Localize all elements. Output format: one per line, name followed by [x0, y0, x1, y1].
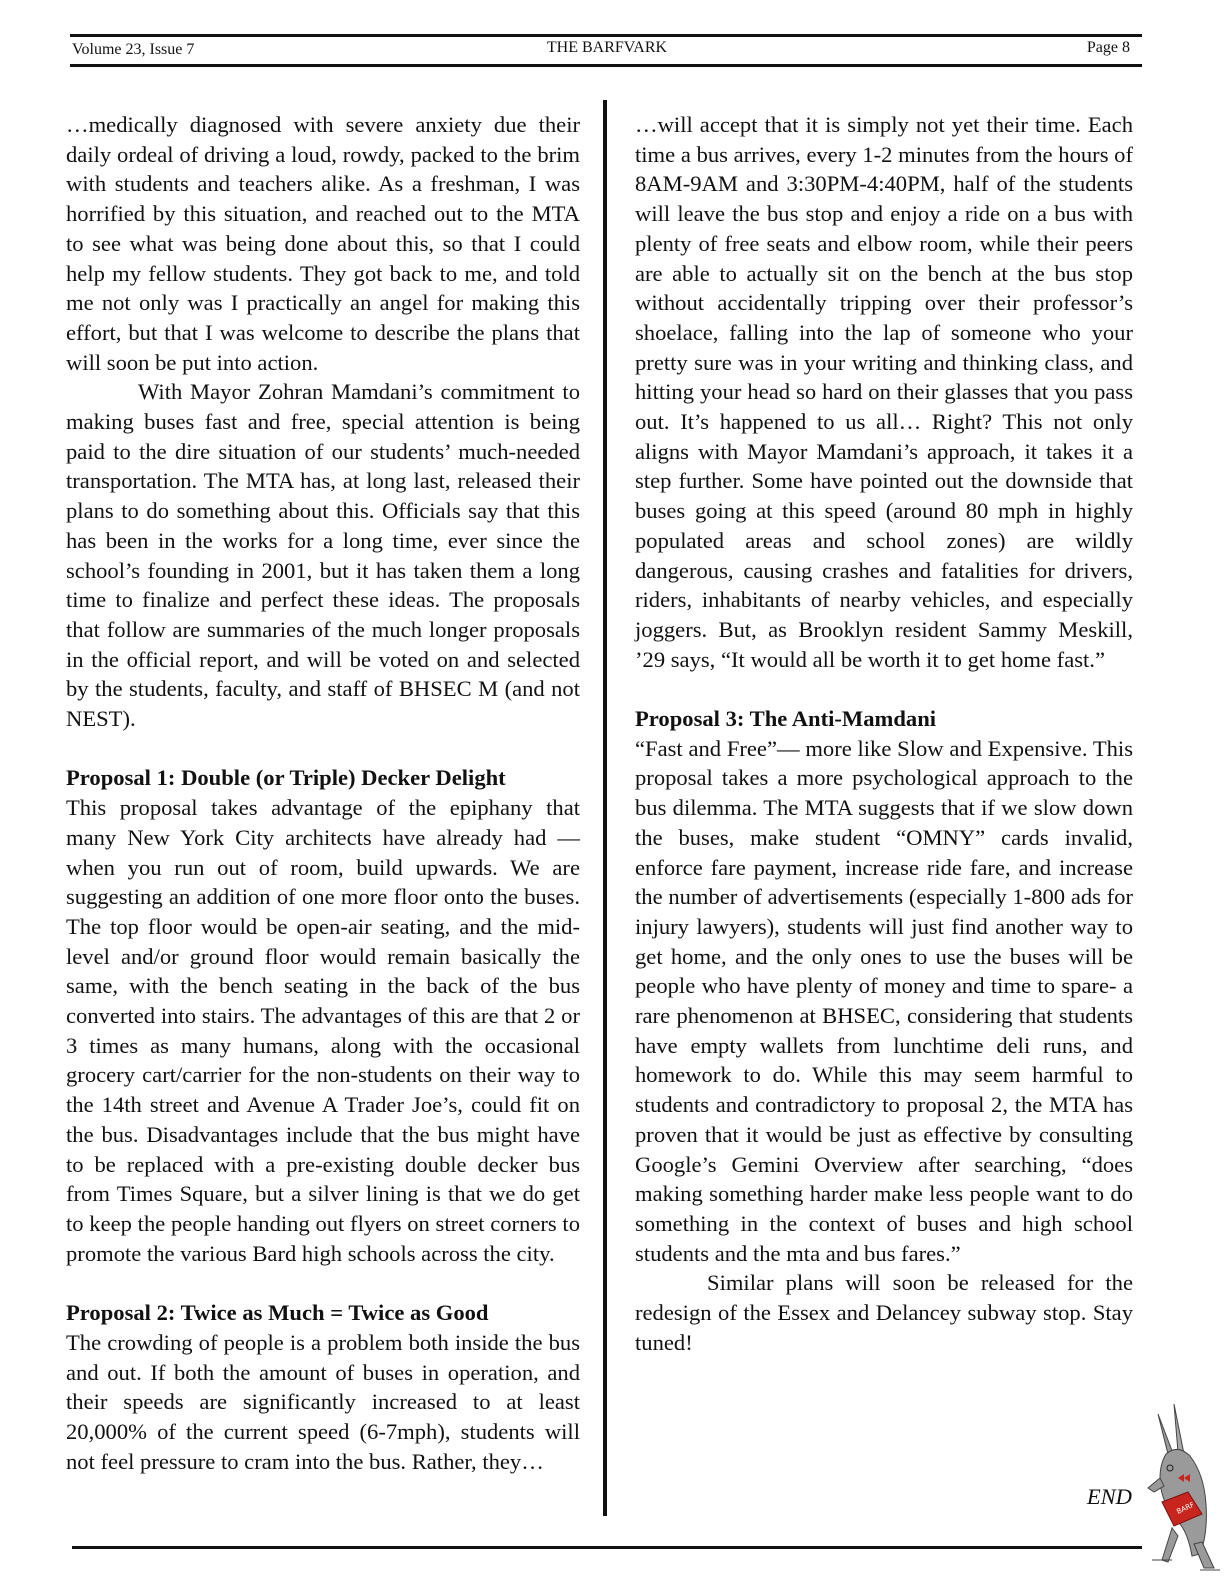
proposal-2-heading: Proposal 2: Twice as Much = Twice as Good: [66, 1300, 489, 1326]
page-header: [72, 40, 1130, 62]
intro-paragraph-1: …medically diagnosed with severe anxiety due their daily ordeal of driving a loud, rowdy, packed to the brim with students and teachers alike. As a freshman, I was horrified by this situation, and reached out to the MTA to see what was being done about this, so that I could help my fellow students. They got back to me, and told me not only was I practically an angel for making this effort, but that I was welcome to describe the plans that will soon be put into action.: [66, 112, 580, 375]
column-divider: [603, 100, 607, 1516]
right-column: [635, 110, 1133, 1358]
proposal-3-body: “Fast and Free”— more like Slow and Expensive. This proposal takes a more psychological approach to the bus dilemma. The MTA suggests that if we slow down the buses, make student “OMNY” cards invalid, enforce fare payment, increase ride fare, and increase the number of advertisements (especially 1-800 ads for injury lawyers), students will just find another way to get home, and the only ones to use the buses will be people who have plenty of money and time to spare- a rare phenomenon at BHSEC, considering that students have empty wallets from lunchtime deli runs, and homework to do. While this may seem harmful to students and contradictory to proposal 2, the MTA has proven that it would be just as effective by consulting Google’s Gemini Overview after searching, “does making something harder make less people want to do something in the context of buses and high school students and the mta and bus fares.”: [635, 735, 1133, 1266]
volume-issue: Volume 23, Issue 7: [72, 41, 195, 58]
end-mark: END: [1086, 1484, 1132, 1509]
proposal-3-heading: Proposal 3: The Anti-Mamdani: [635, 706, 937, 732]
footer-rule: [72, 1546, 1142, 1549]
header-bottom-rule: [70, 64, 1142, 67]
page-number: Page 8: [1086, 39, 1130, 56]
proposal-2-body: The crowding of people is a problem both inside the bus and out. If both the amount of buses in operation, and their speeds are significantly increased to at least 20,000% of the current speed (6-7mph), students will not feel pressure to cram into the bus. Rather, they…: [66, 1329, 580, 1474]
continued-paragraph: …will accept that it is simply not yet their time. Each time a bus arrives, every 1-2 minutes from the hours of 8AM-9AM and 3:30PM-4:40PM, half of the students will leave the bus stop and enjoy a ride on a bus with plenty of free seats and elbow room, while their peers are able to actually sit on the bench at the bus stop without accidentally tripping over their professor’s shoelace, falling into the lap of someone who your pretty sure was in your writing and thinking class, and hitting your head so hard on their glasses that you pass out. It’s happened to us all… Right? This not only aligns with Mayor Mamdani’s approach, it takes it a step further. Some have pointed out the downside that buses going at this speed (around 80 mph in highly populated areas and school zones) are wildly dangerous, causing crashes and fatalities for drivers, riders, inhabitants of nearby vehicles, and especially joggers. But, as Brooklyn resident Sammy Meskill, ’29 says, “It would all be worth it to get home fast.”: [635, 112, 1133, 672]
svg-text:BARF: BARF: [1175, 1500, 1196, 1516]
aardvark-reading-book-icon: [1144, 1404, 1224, 1574]
proposal-1-body: This proposal takes advantage of the epiphany that many New York City architects have already had — when you run out of room, build upwards. We are suggesting an addition of one more floor onto the buses. The top floor would be open-air seating, and the mid-level and/or ground floor would remain basically the same, with the bench seating in the back of the bus converted into stairs. The advantages of this are that 2 or 3 times as many humans, along with the occasional grocery cart/carrier for the non-students on their way to the 14th street and Avenue A Trader Joe’s, could fit on the bus. Disadvantages include that the bus might have to be replaced with a pre-existing double decker bus from Times Square, but a silver lining is that we do get to keep the people handing out flyers on street corners to promote the various Bard high schools across the city.: [66, 795, 580, 1266]
intro-paragraph-2: With Mayor Zohran Mamdani’s commitment to making buses fast and free, special attention is being paid to the dire situation of our students’ much-needed transportation. The MTA has, at long last, released their plans to do something about this. Officials say that this has been in the works for a long time, ever since the school’s founding in 2001, but it has taken them a long time to finalize and perfect these ideas. The proposals that follow are summaries of the much longer proposals in the official report, and will be voted on and selected by the students, faculty, and staff of BHSEC M (and not NEST).: [66, 379, 580, 732]
publication-title: THE BARFVARK: [546, 39, 668, 56]
proposal-1-heading: Proposal 1: Double (or Triple) Decker Delight: [66, 765, 506, 791]
header-top-rule: [70, 34, 1142, 37]
closing-paragraph: Similar plans will soon be released for the redesign of the Essex and Delancey subway stop. Stay tuned!: [635, 1270, 1133, 1355]
left-column: [66, 110, 580, 1476]
